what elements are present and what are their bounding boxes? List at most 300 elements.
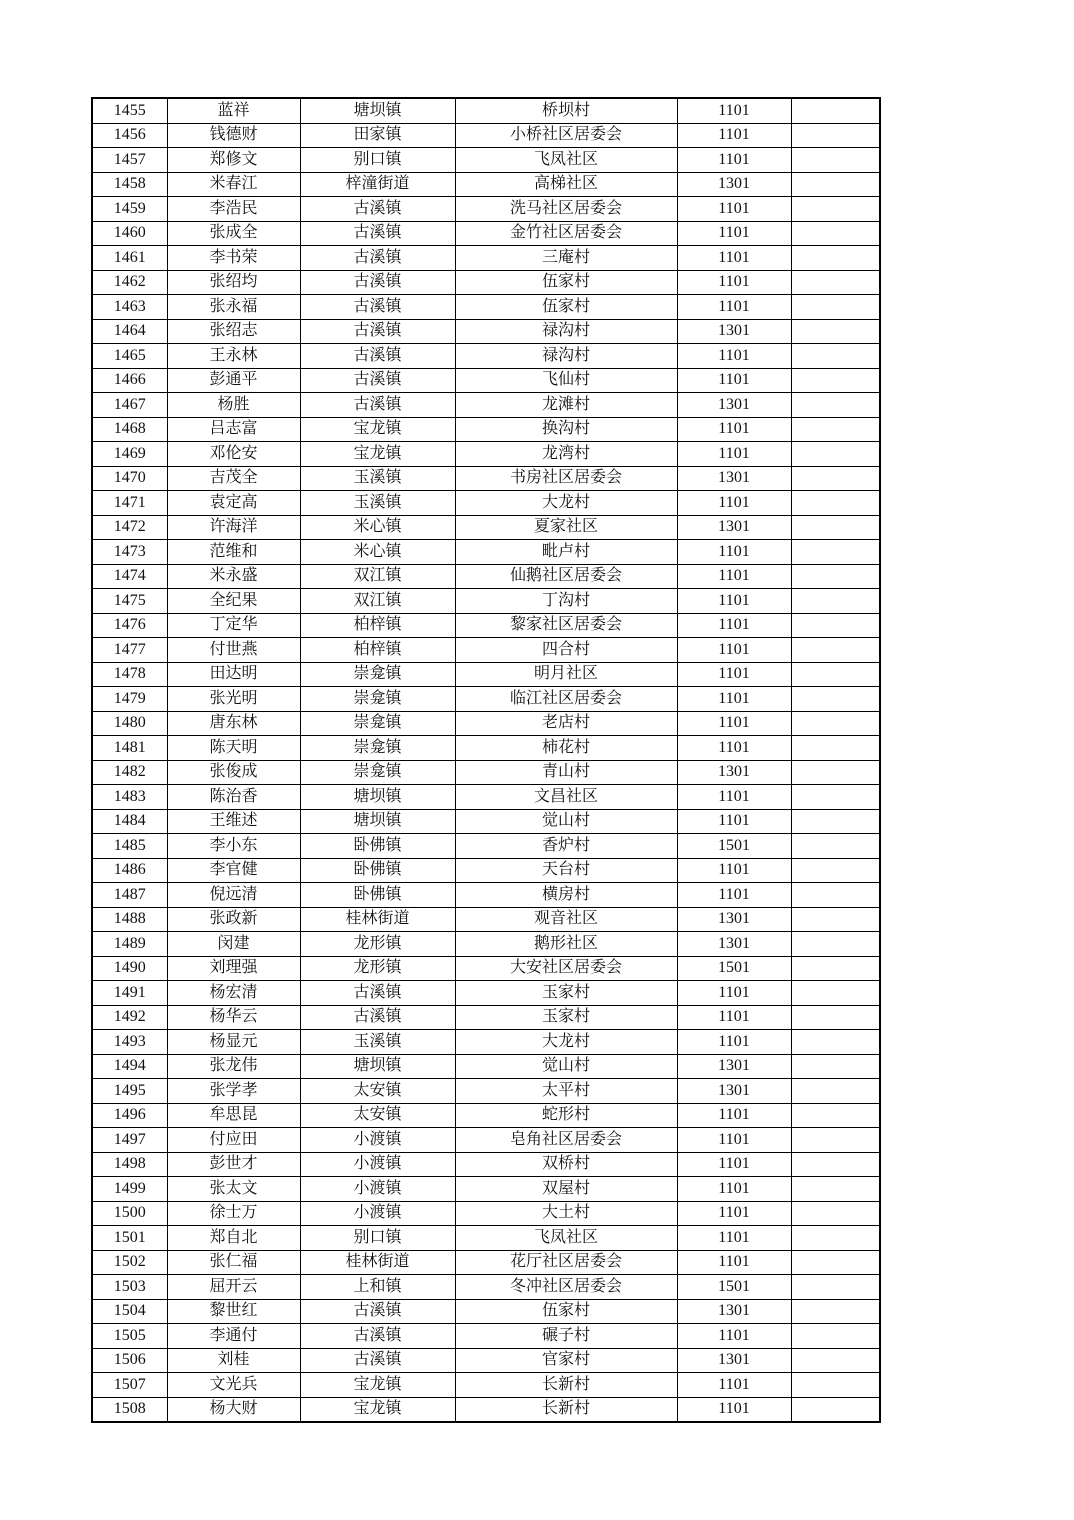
town-cell: 玉溪镇 xyxy=(300,466,455,491)
blank-cell xyxy=(791,540,880,565)
town-cell: 塘坝镇 xyxy=(300,98,455,123)
blank-cell xyxy=(791,589,880,614)
name-cell: 全纪果 xyxy=(167,589,300,614)
village-cell: 禄沟村 xyxy=(455,319,677,344)
code-cell: 1101 xyxy=(677,417,791,442)
code-cell: 1101 xyxy=(677,613,791,638)
town-cell: 古溪镇 xyxy=(300,1299,455,1324)
name-cell: 李官健 xyxy=(167,858,300,883)
row-number-cell: 1463 xyxy=(92,295,167,320)
town-cell: 古溪镇 xyxy=(300,393,455,418)
table-row xyxy=(92,466,880,491)
code-cell: 1301 xyxy=(677,1054,791,1079)
blank-cell xyxy=(791,246,880,271)
name-cell: 张龙伟 xyxy=(167,1054,300,1079)
row-number-cell: 1504 xyxy=(92,1299,167,1324)
blank-cell xyxy=(791,785,880,810)
village-cell: 飞凤社区 xyxy=(455,1226,677,1251)
name-cell: 陈治香 xyxy=(167,785,300,810)
table-row xyxy=(92,295,880,320)
town-cell: 龙形镇 xyxy=(300,956,455,981)
code-cell: 1101 xyxy=(677,197,791,222)
table-row xyxy=(92,1201,880,1226)
data-table xyxy=(91,97,881,1423)
code-cell: 1101 xyxy=(677,148,791,173)
village-cell: 伍家村 xyxy=(455,270,677,295)
blank-cell xyxy=(791,613,880,638)
town-cell: 古溪镇 xyxy=(300,368,455,393)
town-cell: 宝龙镇 xyxy=(300,417,455,442)
village-cell: 觉山村 xyxy=(455,1054,677,1079)
code-cell: 1301 xyxy=(677,466,791,491)
code-cell: 1101 xyxy=(677,858,791,883)
code-cell: 1101 xyxy=(677,564,791,589)
code-cell: 1101 xyxy=(677,98,791,123)
name-cell: 徐士万 xyxy=(167,1201,300,1226)
code-cell: 1101 xyxy=(677,1201,791,1226)
village-cell: 大龙村 xyxy=(455,491,677,516)
table-row xyxy=(92,344,880,369)
town-cell: 塘坝镇 xyxy=(300,785,455,810)
row-number-cell: 1472 xyxy=(92,515,167,540)
row-number-cell: 1459 xyxy=(92,197,167,222)
village-cell: 观音社区 xyxy=(455,907,677,932)
row-number-cell: 1468 xyxy=(92,417,167,442)
table-row xyxy=(92,1103,880,1128)
blank-cell xyxy=(791,858,880,883)
blank-cell xyxy=(791,319,880,344)
table-row xyxy=(92,638,880,663)
name-cell: 米永盛 xyxy=(167,564,300,589)
village-cell: 洗马社区居委会 xyxy=(455,197,677,222)
name-cell: 牟思昆 xyxy=(167,1103,300,1128)
village-cell: 四合村 xyxy=(455,638,677,663)
code-cell: 1101 xyxy=(677,123,791,148)
village-cell: 丁沟村 xyxy=(455,589,677,614)
town-cell: 塘坝镇 xyxy=(300,1054,455,1079)
code-cell: 1101 xyxy=(677,1397,791,1422)
code-cell: 1501 xyxy=(677,1275,791,1300)
name-cell: 杨胜 xyxy=(167,393,300,418)
blank-cell xyxy=(791,760,880,785)
code-cell: 1101 xyxy=(677,1226,791,1251)
code-cell: 1101 xyxy=(677,1005,791,1030)
town-cell: 崇龛镇 xyxy=(300,711,455,736)
village-cell: 黎家社区居委会 xyxy=(455,613,677,638)
row-number-cell: 1488 xyxy=(92,907,167,932)
table-row xyxy=(92,1275,880,1300)
row-number-cell: 1470 xyxy=(92,466,167,491)
town-cell: 古溪镇 xyxy=(300,246,455,271)
table-row xyxy=(92,123,880,148)
village-cell: 香炉村 xyxy=(455,834,677,859)
village-cell: 横房村 xyxy=(455,883,677,908)
code-cell: 1101 xyxy=(677,1177,791,1202)
table-row xyxy=(92,1128,880,1153)
code-cell: 1101 xyxy=(677,295,791,320)
name-cell: 文光兵 xyxy=(167,1373,300,1398)
town-cell: 塘坝镇 xyxy=(300,809,455,834)
row-number-cell: 1503 xyxy=(92,1275,167,1300)
blank-cell xyxy=(791,148,880,173)
name-cell: 钱德财 xyxy=(167,123,300,148)
row-number-cell: 1467 xyxy=(92,393,167,418)
town-cell: 古溪镇 xyxy=(300,221,455,246)
table-row xyxy=(92,417,880,442)
blank-cell xyxy=(791,1079,880,1104)
blank-cell xyxy=(791,270,880,295)
row-number-cell: 1458 xyxy=(92,172,167,197)
row-number-cell: 1496 xyxy=(92,1103,167,1128)
table-row xyxy=(92,319,880,344)
village-cell: 官家村 xyxy=(455,1348,677,1373)
row-number-cell: 1478 xyxy=(92,662,167,687)
village-cell: 柿花村 xyxy=(455,736,677,761)
row-number-cell: 1471 xyxy=(92,491,167,516)
village-cell: 玉家村 xyxy=(455,1005,677,1030)
town-cell: 崇龛镇 xyxy=(300,662,455,687)
village-cell: 伍家村 xyxy=(455,1299,677,1324)
code-cell: 1301 xyxy=(677,932,791,957)
row-number-cell: 1507 xyxy=(92,1373,167,1398)
code-cell: 1301 xyxy=(677,319,791,344)
row-number-cell: 1466 xyxy=(92,368,167,393)
town-cell: 桂林街道 xyxy=(300,1250,455,1275)
table-row xyxy=(92,515,880,540)
village-cell: 皂角社区居委会 xyxy=(455,1128,677,1153)
village-cell: 鹅形社区 xyxy=(455,932,677,957)
town-cell: 小渡镇 xyxy=(300,1128,455,1153)
table-row xyxy=(92,1324,880,1349)
row-number-cell: 1464 xyxy=(92,319,167,344)
blank-cell xyxy=(791,1373,880,1398)
code-cell: 1101 xyxy=(677,540,791,565)
blank-cell xyxy=(791,1030,880,1055)
row-number-cell: 1487 xyxy=(92,883,167,908)
blank-cell xyxy=(791,491,880,516)
name-cell: 张太文 xyxy=(167,1177,300,1202)
row-number-cell: 1475 xyxy=(92,589,167,614)
table-row xyxy=(92,858,880,883)
code-cell: 1301 xyxy=(677,1348,791,1373)
code-cell: 1301 xyxy=(677,907,791,932)
town-cell: 古溪镇 xyxy=(300,1005,455,1030)
town-cell: 古溪镇 xyxy=(300,344,455,369)
village-cell: 老店村 xyxy=(455,711,677,736)
name-cell: 彭通平 xyxy=(167,368,300,393)
blank-cell xyxy=(791,883,880,908)
blank-cell xyxy=(791,1226,880,1251)
table-row xyxy=(92,197,880,222)
village-cell: 夏家社区 xyxy=(455,515,677,540)
name-cell: 许海洋 xyxy=(167,515,300,540)
row-number-cell: 1469 xyxy=(92,442,167,467)
row-number-cell: 1479 xyxy=(92,687,167,712)
row-number-cell: 1493 xyxy=(92,1030,167,1055)
town-cell: 别口镇 xyxy=(300,1226,455,1251)
name-cell: 张光明 xyxy=(167,687,300,712)
table-row xyxy=(92,246,880,271)
town-cell: 米心镇 xyxy=(300,515,455,540)
table-body xyxy=(92,98,880,1422)
row-number-cell: 1476 xyxy=(92,613,167,638)
blank-cell xyxy=(791,172,880,197)
town-cell: 古溪镇 xyxy=(300,1348,455,1373)
row-number-cell: 1499 xyxy=(92,1177,167,1202)
blank-cell xyxy=(791,466,880,491)
table-row xyxy=(92,368,880,393)
code-cell: 1101 xyxy=(677,1030,791,1055)
table-row xyxy=(92,270,880,295)
town-cell: 宝龙镇 xyxy=(300,1373,455,1398)
village-cell: 大龙村 xyxy=(455,1030,677,1055)
name-cell: 张仁福 xyxy=(167,1250,300,1275)
name-cell: 闵建 xyxy=(167,932,300,957)
table-row xyxy=(92,491,880,516)
blank-cell xyxy=(791,295,880,320)
village-cell: 太平村 xyxy=(455,1079,677,1104)
row-number-cell: 1505 xyxy=(92,1324,167,1349)
town-cell: 崇龛镇 xyxy=(300,760,455,785)
name-cell: 丁定华 xyxy=(167,613,300,638)
row-number-cell: 1495 xyxy=(92,1079,167,1104)
blank-cell xyxy=(791,1128,880,1153)
blank-cell xyxy=(791,1152,880,1177)
code-cell: 1101 xyxy=(677,981,791,1006)
blank-cell xyxy=(791,1201,880,1226)
code-cell: 1501 xyxy=(677,834,791,859)
town-cell: 梓潼街道 xyxy=(300,172,455,197)
blank-cell xyxy=(791,736,880,761)
table-row xyxy=(92,711,880,736)
row-number-cell: 1483 xyxy=(92,785,167,810)
blank-cell xyxy=(791,1005,880,1030)
table-row xyxy=(92,1177,880,1202)
blank-cell xyxy=(791,1324,880,1349)
town-cell: 小渡镇 xyxy=(300,1201,455,1226)
code-cell: 1101 xyxy=(677,246,791,271)
row-number-cell: 1455 xyxy=(92,98,167,123)
name-cell: 杨显元 xyxy=(167,1030,300,1055)
name-cell: 张成全 xyxy=(167,221,300,246)
table-row xyxy=(92,907,880,932)
town-cell: 卧佛镇 xyxy=(300,858,455,883)
name-cell: 田达明 xyxy=(167,662,300,687)
table-row xyxy=(92,883,880,908)
code-cell: 1101 xyxy=(677,1103,791,1128)
name-cell: 王永林 xyxy=(167,344,300,369)
village-cell: 觉山村 xyxy=(455,809,677,834)
blank-cell xyxy=(791,1250,880,1275)
village-cell: 金竹社区居委会 xyxy=(455,221,677,246)
name-cell: 袁定高 xyxy=(167,491,300,516)
blank-cell xyxy=(791,834,880,859)
village-cell: 龙湾村 xyxy=(455,442,677,467)
blank-cell xyxy=(791,1348,880,1373)
town-cell: 太安镇 xyxy=(300,1079,455,1104)
name-cell: 倪远清 xyxy=(167,883,300,908)
town-cell: 小渡镇 xyxy=(300,1152,455,1177)
row-number-cell: 1474 xyxy=(92,564,167,589)
village-cell: 长新村 xyxy=(455,1397,677,1422)
village-cell: 蛇形村 xyxy=(455,1103,677,1128)
village-cell: 龙滩村 xyxy=(455,393,677,418)
village-cell: 伍家村 xyxy=(455,295,677,320)
table-row xyxy=(92,1152,880,1177)
row-number-cell: 1489 xyxy=(92,932,167,957)
row-number-cell: 1498 xyxy=(92,1152,167,1177)
name-cell: 李小东 xyxy=(167,834,300,859)
blank-cell xyxy=(791,417,880,442)
row-number-cell: 1465 xyxy=(92,344,167,369)
row-number-cell: 1457 xyxy=(92,148,167,173)
name-cell: 付世燕 xyxy=(167,638,300,663)
name-cell: 李浩民 xyxy=(167,197,300,222)
row-number-cell: 1492 xyxy=(92,1005,167,1030)
code-cell: 1301 xyxy=(677,393,791,418)
village-cell: 大土村 xyxy=(455,1201,677,1226)
blank-cell xyxy=(791,981,880,1006)
row-number-cell: 1460 xyxy=(92,221,167,246)
town-cell: 宝龙镇 xyxy=(300,1397,455,1422)
village-cell: 高梯社区 xyxy=(455,172,677,197)
row-number-cell: 1456 xyxy=(92,123,167,148)
blank-cell xyxy=(791,98,880,123)
blank-cell xyxy=(791,1177,880,1202)
blank-cell xyxy=(791,123,880,148)
town-cell: 别口镇 xyxy=(300,148,455,173)
table-row xyxy=(92,932,880,957)
table-row xyxy=(92,613,880,638)
table-row xyxy=(92,98,880,123)
name-cell: 彭世才 xyxy=(167,1152,300,1177)
village-cell: 大安社区居委会 xyxy=(455,956,677,981)
name-cell: 王维述 xyxy=(167,809,300,834)
code-cell: 1301 xyxy=(677,1299,791,1324)
blank-cell xyxy=(791,907,880,932)
code-cell: 1101 xyxy=(677,736,791,761)
row-number-cell: 1482 xyxy=(92,760,167,785)
row-number-cell: 1481 xyxy=(92,736,167,761)
row-number-cell: 1508 xyxy=(92,1397,167,1422)
row-number-cell: 1494 xyxy=(92,1054,167,1079)
blank-cell xyxy=(791,687,880,712)
name-cell: 杨大财 xyxy=(167,1397,300,1422)
village-cell: 小桥社区居委会 xyxy=(455,123,677,148)
table-row xyxy=(92,1226,880,1251)
row-number-cell: 1485 xyxy=(92,834,167,859)
village-cell: 换沟村 xyxy=(455,417,677,442)
row-number-cell: 1491 xyxy=(92,981,167,1006)
table-row xyxy=(92,1030,880,1055)
town-cell: 双江镇 xyxy=(300,564,455,589)
code-cell: 1101 xyxy=(677,1250,791,1275)
table-row xyxy=(92,785,880,810)
code-cell: 1501 xyxy=(677,956,791,981)
blank-cell xyxy=(791,1397,880,1422)
town-cell: 古溪镇 xyxy=(300,270,455,295)
blank-cell xyxy=(791,1275,880,1300)
code-cell: 1101 xyxy=(677,809,791,834)
table-row xyxy=(92,736,880,761)
code-cell: 1101 xyxy=(677,662,791,687)
table-row xyxy=(92,1348,880,1373)
name-cell: 吕志富 xyxy=(167,417,300,442)
name-cell: 吉茂全 xyxy=(167,466,300,491)
town-cell: 米心镇 xyxy=(300,540,455,565)
table-row xyxy=(92,662,880,687)
name-cell: 范维和 xyxy=(167,540,300,565)
blank-cell xyxy=(791,809,880,834)
row-number-cell: 1502 xyxy=(92,1250,167,1275)
name-cell: 郑自北 xyxy=(167,1226,300,1251)
row-number-cell: 1497 xyxy=(92,1128,167,1153)
code-cell: 1101 xyxy=(677,1152,791,1177)
town-cell: 田家镇 xyxy=(300,123,455,148)
table-row xyxy=(92,442,880,467)
code-cell: 1101 xyxy=(677,589,791,614)
town-cell: 崇龛镇 xyxy=(300,687,455,712)
code-cell: 1101 xyxy=(677,368,791,393)
code-cell: 1101 xyxy=(677,491,791,516)
town-cell: 崇龛镇 xyxy=(300,736,455,761)
table-row xyxy=(92,1397,880,1422)
name-cell: 李通付 xyxy=(167,1324,300,1349)
village-cell: 碾子村 xyxy=(455,1324,677,1349)
name-cell: 张绍志 xyxy=(167,319,300,344)
table-row xyxy=(92,1299,880,1324)
blank-cell xyxy=(791,638,880,663)
town-cell: 古溪镇 xyxy=(300,319,455,344)
row-number-cell: 1473 xyxy=(92,540,167,565)
code-cell: 1101 xyxy=(677,221,791,246)
town-cell: 古溪镇 xyxy=(300,981,455,1006)
table-row xyxy=(92,1005,880,1030)
code-cell: 1101 xyxy=(677,883,791,908)
code-cell: 1101 xyxy=(677,785,791,810)
blank-cell xyxy=(791,1103,880,1128)
row-number-cell: 1480 xyxy=(92,711,167,736)
table-row xyxy=(92,956,880,981)
town-cell: 龙形镇 xyxy=(300,932,455,957)
name-cell: 屈开云 xyxy=(167,1275,300,1300)
town-cell: 宝龙镇 xyxy=(300,442,455,467)
name-cell: 张俊成 xyxy=(167,760,300,785)
row-number-cell: 1462 xyxy=(92,270,167,295)
row-number-cell: 1484 xyxy=(92,809,167,834)
table-row xyxy=(92,1054,880,1079)
blank-cell xyxy=(791,221,880,246)
blank-cell xyxy=(791,515,880,540)
code-cell: 1301 xyxy=(677,760,791,785)
village-cell: 长新村 xyxy=(455,1373,677,1398)
table-row xyxy=(92,1079,880,1104)
code-cell: 1101 xyxy=(677,1373,791,1398)
town-cell: 卧佛镇 xyxy=(300,883,455,908)
blank-cell xyxy=(791,564,880,589)
table-row xyxy=(92,1373,880,1398)
village-cell: 飞凤社区 xyxy=(455,148,677,173)
table-row xyxy=(92,834,880,859)
blank-cell xyxy=(791,662,880,687)
village-cell: 花厅社区居委会 xyxy=(455,1250,677,1275)
town-cell: 古溪镇 xyxy=(300,1324,455,1349)
town-cell: 双江镇 xyxy=(300,589,455,614)
row-number-cell: 1506 xyxy=(92,1348,167,1373)
blank-cell xyxy=(791,368,880,393)
name-cell: 张政新 xyxy=(167,907,300,932)
town-cell: 小渡镇 xyxy=(300,1177,455,1202)
